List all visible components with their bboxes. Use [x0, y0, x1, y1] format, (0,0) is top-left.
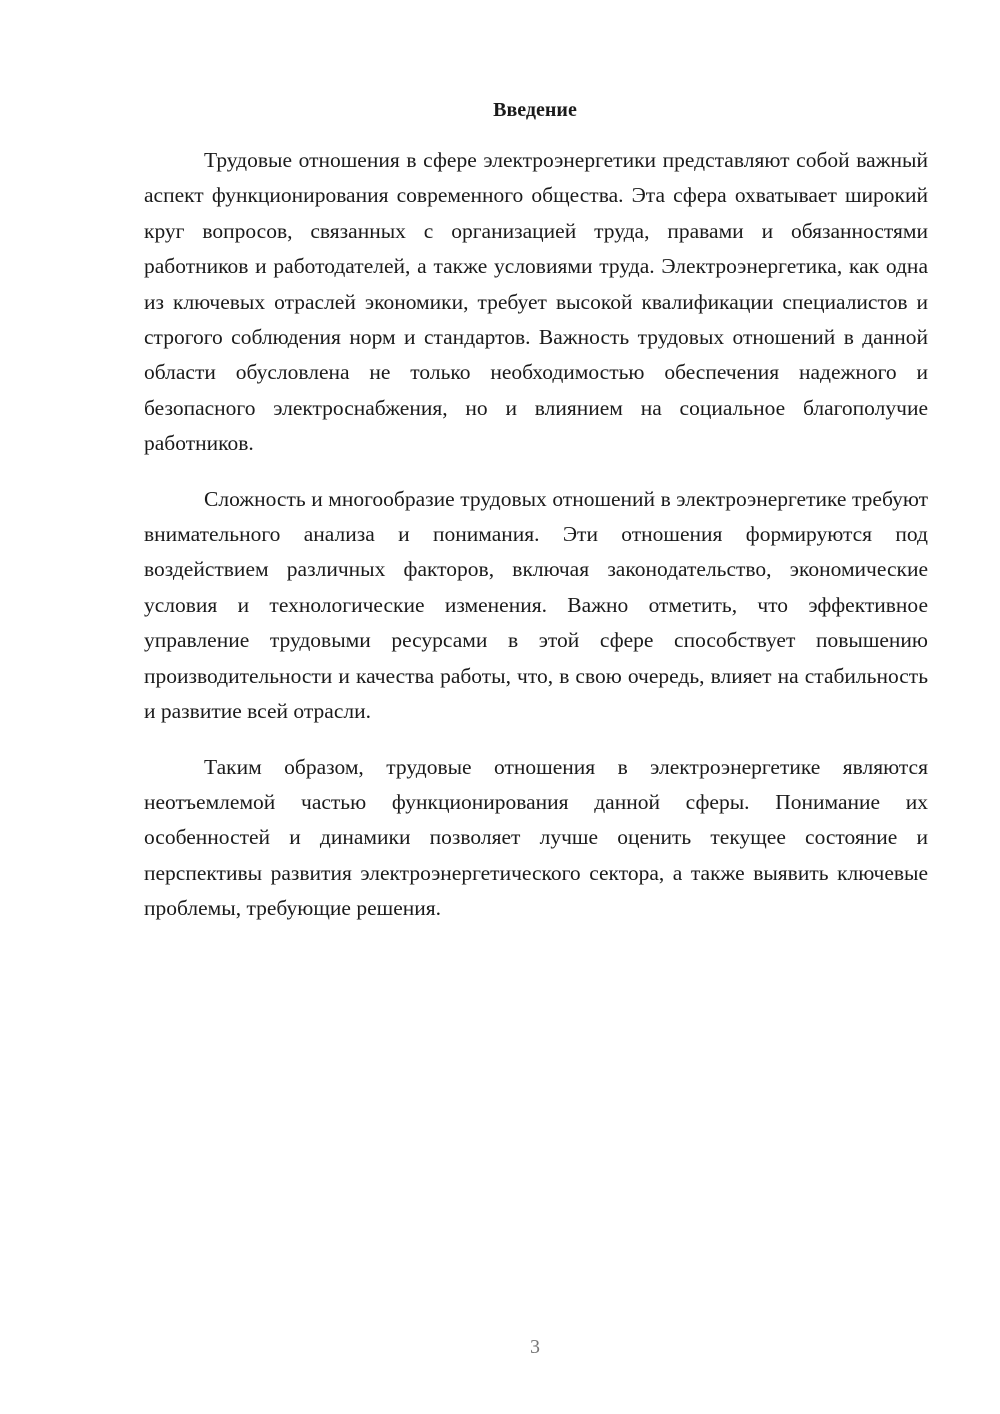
section-heading: Введение [493, 99, 577, 121]
paragraph-3: Таким образом, трудовые отношения в электроэнергетике являются неотъемлемой частью функционирования данной сферы. Понимание их особенностей и динамики позволяет лучше оценить текущее состояние и перспективы развития электроэнергетического сектора, а также выявить ключевые проблемы, требующие решения. [144, 754, 928, 921]
body-text [144, 143, 928, 947]
paragraph-2: Сложность и многообразие трудовых отношений в электроэнергетике требуют внимательного анализа и понимания. Эти отношения формируются под воздействием различных факторов, включая законодательство, экономические условия и технологические изменения. Важно отметить, что эффективное управление трудовыми ресурсами в этой сфере способствует повышению производительности и качества работы, что, в свою очередь, влияет на стабильность и развитие всей отрасли. [144, 486, 928, 724]
page-number: 3 [530, 1336, 540, 1358]
paragraph-1: Трудовые отношения в сфере электроэнергетики представляют собой важный аспект функционирования современного общества. Эта сфера охватывает широкий круг вопросов, связанных с организацией труда, правами и обязанностями работников и работодателей, а также условиями труда. Электроэнергетика, как одна из ключевых отраслей экономики, требует высокой квалификации специалистов и строгого соблюдения норм и стандартов. Важность трудовых отношений в данной области обусловлена не только необходимостью обеспечения надежного и безопасного электроснабжения, но и влиянием на социальное благополучие работников. [144, 148, 928, 456]
